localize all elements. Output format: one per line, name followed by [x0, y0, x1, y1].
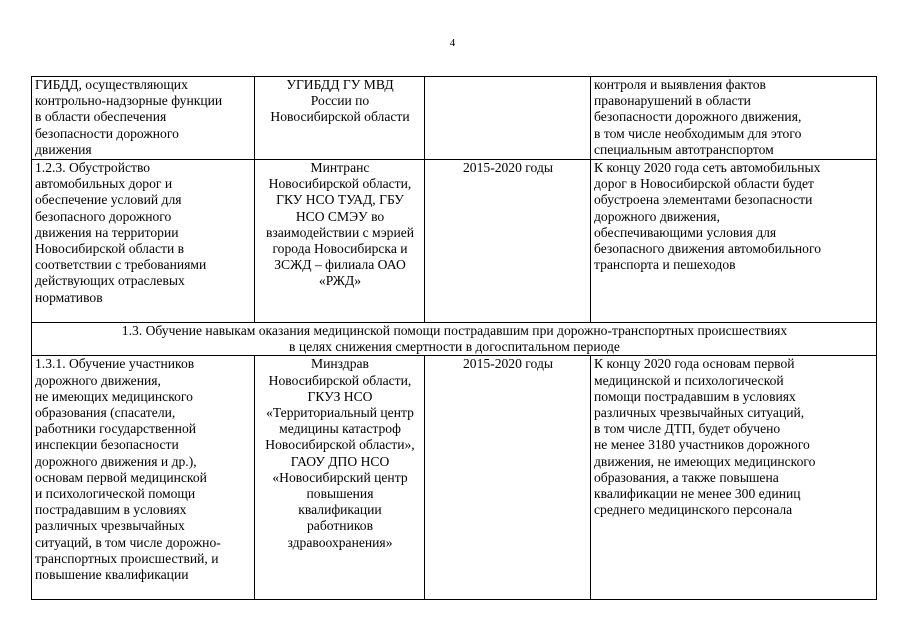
section-heading: 1.3. Обучение навыкам оказания медицинской помощи пострадавшим при дорожно-транспортных происшествиях в целях снижения смертности в догоспитальном периоде [32, 323, 877, 356]
measures-table [31, 76, 877, 600]
term-cell [425, 77, 591, 160]
executors-cell: Минздрав Новосибирской области, ГКУЗ НСО «Территориальный центр медицины катастроф Новосибирской области», ГАОУ ДПО НСО «Новосибирский центр повышения квалификации работников здравоохранения» [255, 356, 425, 600]
result-cell: К концу 2020 года основам первой медицинской и психологической помощи пострадавшим в условиях различных чрезвычайных ситуаций, в том числе ДТП, будет обучено не менее 3180 участников дорожного движения, не имеющих медицинского образования, а также повышена квалификации не менее 300 единиц среднего медицинского персонала [591, 356, 877, 600]
term-cell: 2015-2020 годы [425, 356, 591, 600]
table-row [32, 160, 877, 323]
result-cell: К концу 2020 года сеть автомобильных дорог в Новосибирской области будет обустроена элементами безопасности дорожного движения, обеспечивающими условия для безопасного движения автомобильного транспорта и пешеходов [591, 160, 877, 323]
executors-cell: Минтранс Новосибирской области, ГКУ НСО ТУАД, ГБУ НСО СМЭУ во взаимодействии с мэрией города Новосибирска и ЗСЖД – филиала ОАО «РЖД» [255, 160, 425, 323]
activity-cell: ГИБДД, осуществляющих контрольно-надзорные функции в области обеспечения безопасности дорожного движения [32, 77, 255, 160]
result-cell: контроля и выявления фактов правонарушений в области безопасности дорожного движения, в том числе необходимым для этого специальным автотранспортом [591, 77, 877, 160]
activity-cell: 1.3.1. Обучение участников дорожного движения, не имеющих медицинского образования (спасатели, работники государственной инспекции безопасности дорожного движения и др.), основам первой медицинской и психологической помощи пострадавшим в условиях различных чрезвычайных ситуаций, в том числе дорожно- транспортных происшествий, и повышение квалификации [32, 356, 255, 600]
section-heading-row [32, 323, 877, 356]
table-row [32, 77, 877, 160]
executors-cell: УГИБДД ГУ МВД России по Новосибирской области [255, 77, 425, 160]
table-row [32, 356, 877, 600]
term-cell: 2015-2020 годы [425, 160, 591, 323]
activity-cell: 1.2.3. Обустройство автомобильных дорог и обеспечение условий для безопасного дорожного движения на территории Новосибирской области в соответствии с требованиями действующих отраслевых нормативов [32, 160, 255, 323]
page-number: 4 [449, 37, 456, 49]
